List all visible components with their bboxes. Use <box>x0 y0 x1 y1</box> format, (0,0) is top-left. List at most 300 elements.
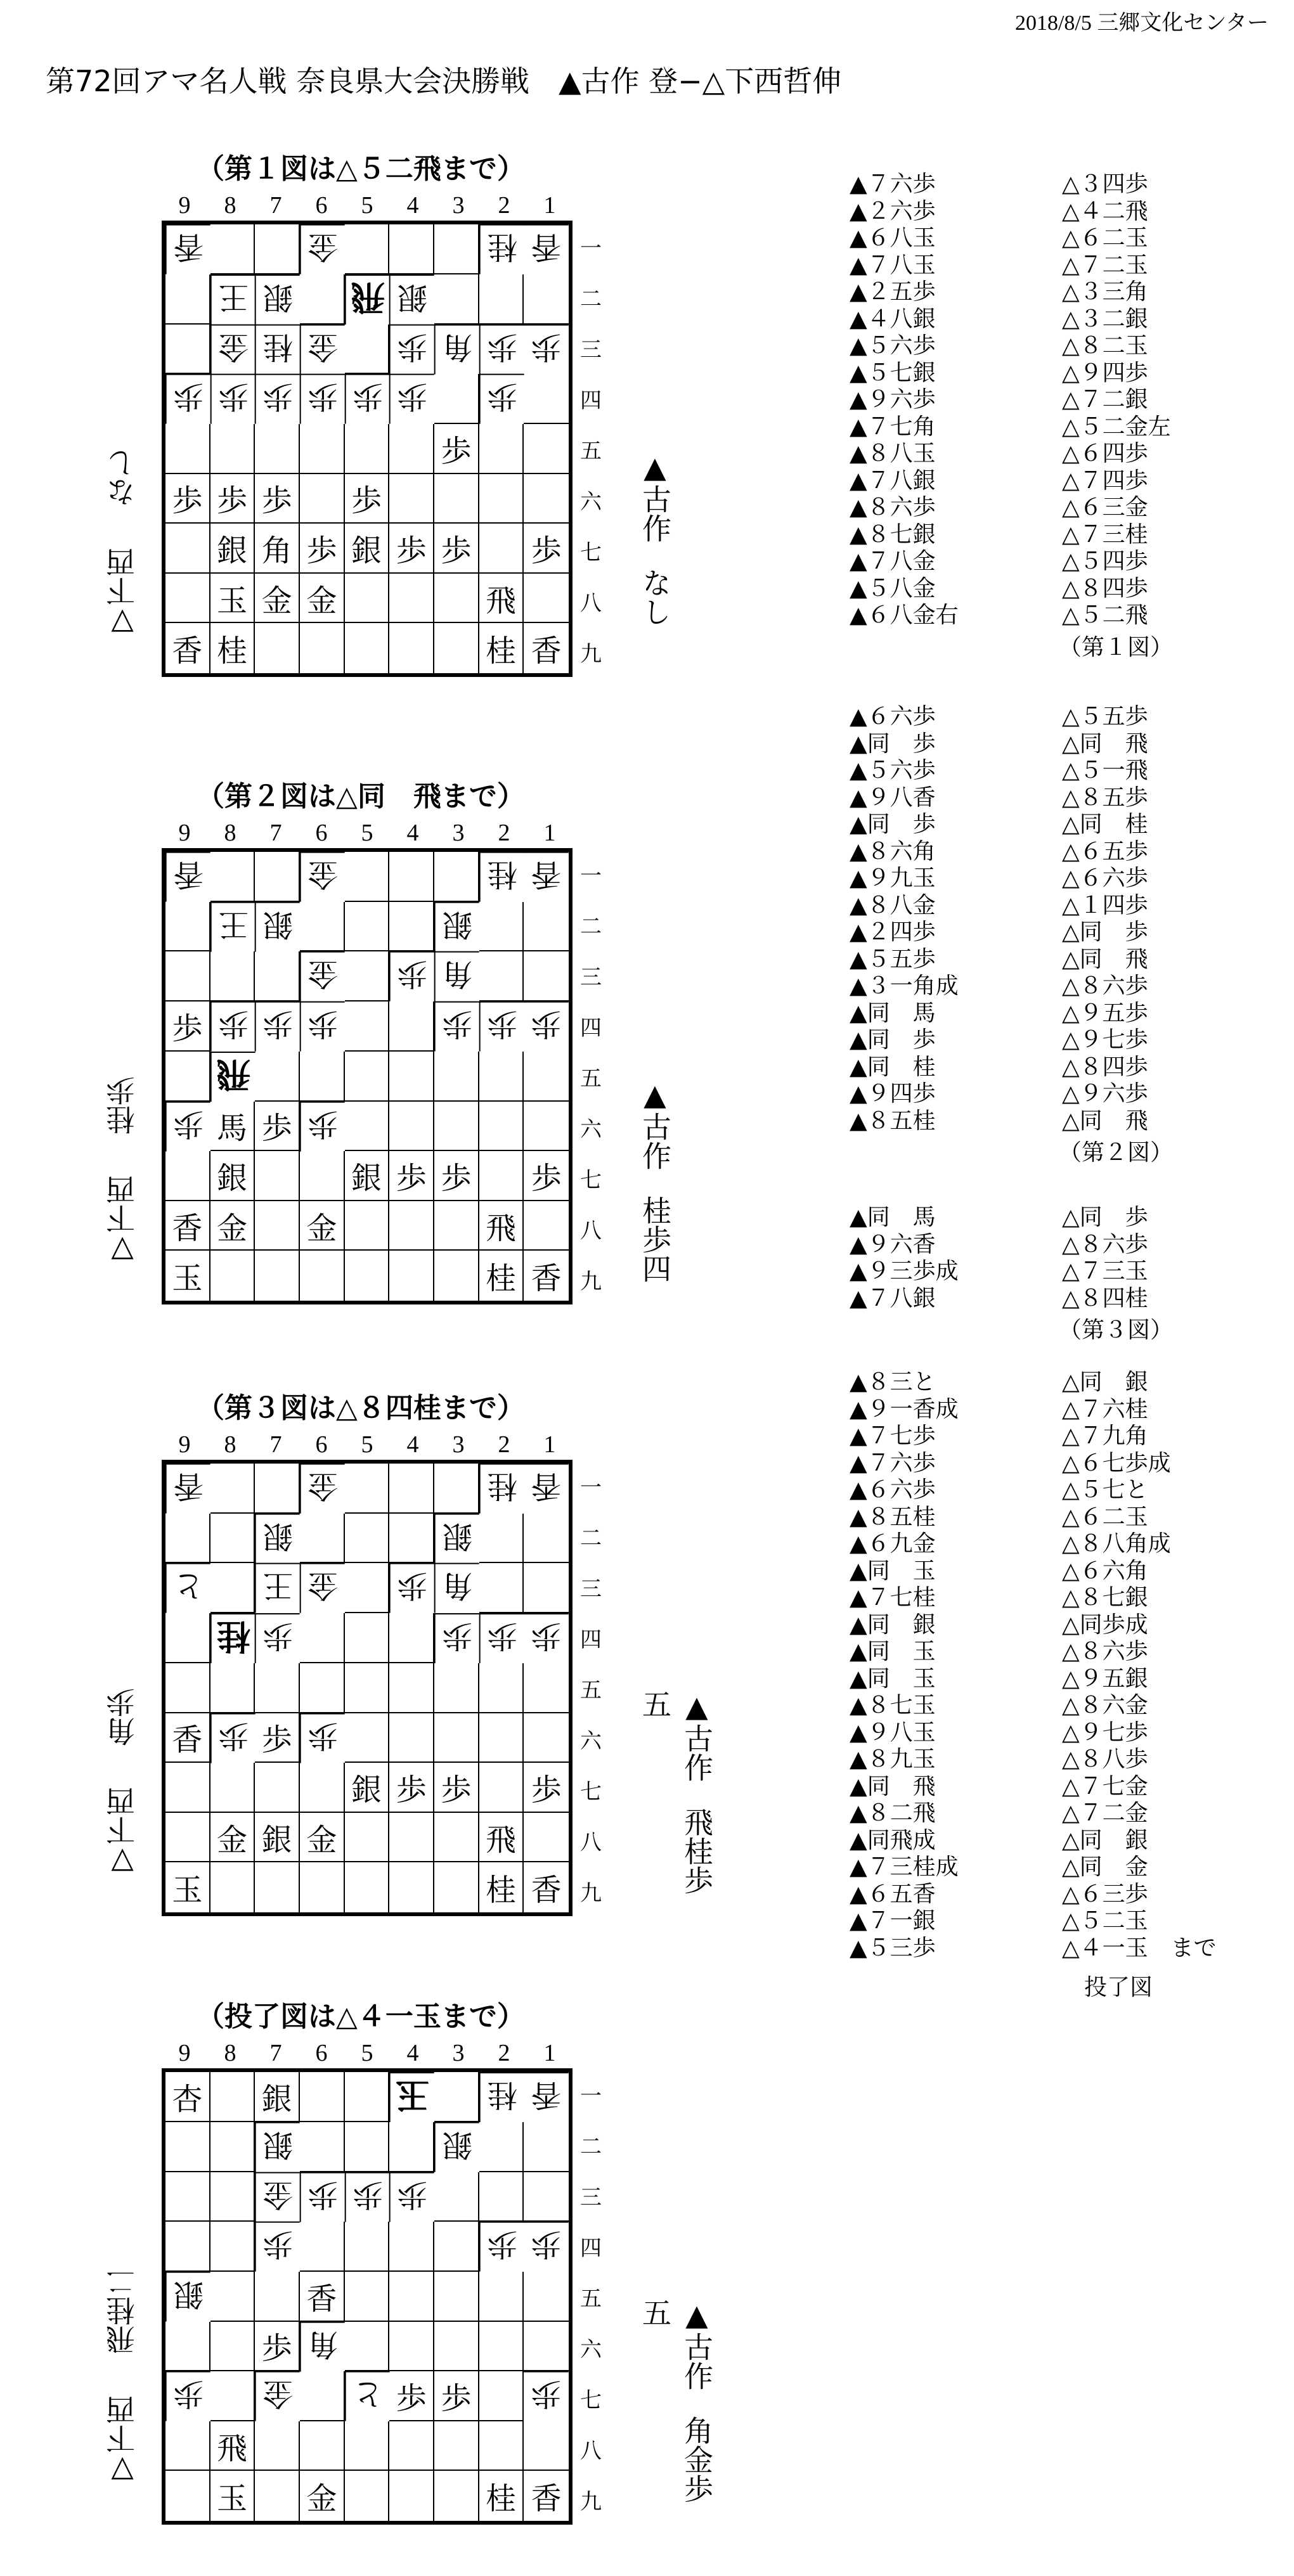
move-row <box>850 1827 1265 1855</box>
white-move: △６二玉 <box>1062 225 1148 251</box>
shogi-piece: 歩 <box>434 1763 479 1813</box>
rank-label: 六 <box>580 1116 602 1142</box>
black-move: ▲８六歩 <box>850 494 936 520</box>
shogi-piece: 銀 <box>389 274 434 325</box>
white-move: △同 歩 <box>1062 1204 1148 1230</box>
shogi-piece: 桂 <box>479 852 524 902</box>
file-label: 4 <box>406 2040 419 2066</box>
file-labels <box>162 191 573 219</box>
shogi-piece: 玉 <box>165 1251 210 1301</box>
file-label: 4 <box>406 820 419 846</box>
rank-label: 四 <box>580 387 602 413</box>
black-move: ▲８九玉 <box>850 1746 936 1772</box>
empty-square <box>165 274 210 325</box>
file-label: 8 <box>224 820 236 846</box>
empty-square <box>255 1862 300 1912</box>
gote-name: ▽下西 <box>105 1175 139 1268</box>
shogi-piece: 桂 <box>255 325 300 375</box>
rank-label: 三 <box>580 1576 602 1602</box>
shogi-piece: 飛 <box>479 1813 524 1863</box>
white-move: △９七歩 <box>1062 1027 1148 1053</box>
move-row <box>850 704 1265 731</box>
shogi-piece: 飛 <box>210 1052 256 1102</box>
shogi-piece: 歩 <box>389 951 434 1001</box>
shogi-piece: 香 <box>524 1464 569 1514</box>
empty-square <box>434 1102 479 1152</box>
sente-player-info <box>634 450 676 626</box>
file-label: 3 <box>452 820 465 846</box>
rank-label: 六 <box>580 2336 602 2362</box>
move-row <box>850 1232 1265 1259</box>
rank-label: 五 <box>580 1677 602 1703</box>
file-label: 1 <box>543 2040 556 2066</box>
shogi-piece: 銀 <box>434 1514 479 1564</box>
black-move: ▲５三歩 <box>850 1935 936 1961</box>
shogi-piece: 杏 <box>165 2072 210 2122</box>
move-row <box>850 1108 1265 1135</box>
shogi-diagram <box>0 773 729 1306</box>
empty-square <box>389 1001 434 1052</box>
shogi-diagram <box>0 1385 729 1917</box>
shogi-piece: 歩 <box>165 1102 210 1152</box>
empty-square <box>389 2272 434 2322</box>
sente-hand: 飛桂歩五 <box>638 1689 714 1895</box>
empty-square <box>210 1563 256 1613</box>
empty-square <box>300 1763 345 1813</box>
shogi-piece: 角 <box>255 524 300 574</box>
empty-square <box>165 325 210 375</box>
shogi-piece: 金 <box>255 2371 300 2421</box>
empty-square <box>210 1251 256 1301</box>
black-move: ▲９三歩成 <box>850 1258 959 1284</box>
shogi-piece: と <box>165 1563 210 1613</box>
empty-square <box>479 2371 524 2421</box>
white-move: △６七歩成 <box>1062 1450 1171 1476</box>
file-label: 1 <box>543 1431 556 1458</box>
move-row <box>850 225 1265 252</box>
white-move: △８八歩 <box>1062 1746 1148 1772</box>
gote-player-info <box>101 1474 139 1879</box>
sente-name: ▲古作 <box>638 1078 672 1170</box>
move-row <box>850 757 1265 785</box>
empty-square <box>434 224 479 274</box>
empty-square <box>255 951 300 1001</box>
file-label: 7 <box>269 2040 282 2066</box>
empty-square <box>479 1151 524 1201</box>
white-move: △１四歩 <box>1062 892 1148 918</box>
empty-square <box>300 2072 345 2122</box>
rank-labels <box>580 1460 602 1916</box>
white-move: △６六角 <box>1062 1557 1148 1584</box>
empty-square <box>524 374 569 424</box>
empty-square <box>345 574 390 624</box>
empty-square <box>479 2421 524 2471</box>
black-move: ▲５八金 <box>850 575 936 602</box>
diagram-caption: （第１図は△５二飛まで） <box>197 153 525 185</box>
shogi-piece: 歩 <box>434 1151 479 1201</box>
shogi-piece: 歩 <box>479 374 524 424</box>
empty-square <box>434 1713 479 1763</box>
shogi-piece: 香 <box>165 623 210 673</box>
black-move: ▲同飛成 <box>850 1827 936 1853</box>
shogi-board <box>162 848 573 1304</box>
shogi-piece: 金 <box>300 1464 345 1514</box>
rank-label: 五 <box>580 2286 602 2312</box>
shogi-piece: 飛 <box>479 574 524 624</box>
empty-square <box>389 1464 434 1514</box>
diagram-reference: （第３図） <box>1059 1317 1174 1343</box>
shogi-piece: 銀 <box>165 2272 210 2322</box>
file-label: 9 <box>178 2040 191 2066</box>
white-move: △６二玉 <box>1062 1504 1148 1530</box>
move-row <box>850 360 1265 387</box>
shogi-diagram <box>0 146 729 678</box>
empty-square <box>210 951 256 1001</box>
black-move: ▲５六歩 <box>850 757 936 783</box>
move-row <box>850 1369 1265 1396</box>
empty-square <box>434 574 479 624</box>
black-move: ▲同 飛 <box>850 1773 936 1800</box>
rank-label: 一 <box>580 235 602 261</box>
black-move: ▲同 馬 <box>850 1204 936 1230</box>
empty-square <box>345 2421 390 2471</box>
move-row <box>850 865 1265 892</box>
shogi-piece: 歩 <box>300 1713 345 1763</box>
shogi-piece: 銀 <box>345 1763 390 1813</box>
diagram-caption: （第３図は△８四桂まで） <box>197 1392 525 1424</box>
empty-square <box>524 1102 569 1152</box>
black-move: ▲同 玉 <box>850 1557 936 1584</box>
empty-square <box>210 1464 256 1514</box>
move-row <box>850 576 1265 603</box>
shogi-piece: 金 <box>210 325 256 375</box>
empty-square <box>255 1201 300 1251</box>
move-row <box>850 1258 1265 1285</box>
empty-square <box>345 2322 390 2372</box>
file-label: 6 <box>315 192 328 219</box>
move-row <box>850 1204 1265 1232</box>
shogi-piece: 歩 <box>255 2222 300 2272</box>
empty-square <box>345 2272 390 2322</box>
move-row <box>850 1054 1265 1081</box>
shogi-piece: 歩 <box>300 374 345 424</box>
file-label: 5 <box>361 1431 373 1458</box>
empty-square <box>389 424 434 474</box>
empty-square <box>434 2222 479 2272</box>
white-move: △７二金 <box>1062 1800 1148 1826</box>
shogi-piece: 桂 <box>479 2072 524 2122</box>
empty-square <box>389 1663 434 1713</box>
white-move: △８八角成 <box>1062 1531 1171 1557</box>
empty-square <box>165 1613 210 1663</box>
black-move: ▲８七玉 <box>850 1692 936 1718</box>
shogi-diagram <box>0 1993 729 2526</box>
gote-name: ▽下西 <box>105 1787 139 1879</box>
empty-square <box>210 224 256 274</box>
rank-label: 九 <box>580 2489 602 2515</box>
empty-square <box>479 424 524 474</box>
black-move: ▲７六歩 <box>850 1450 936 1476</box>
empty-square <box>210 852 256 902</box>
shogi-piece: 金 <box>300 951 345 1001</box>
shogi-piece: 歩 <box>389 1763 434 1813</box>
move-row <box>850 1423 1265 1450</box>
white-move: △６四歩 <box>1062 441 1148 467</box>
shogi-piece: 金 <box>300 1813 345 1863</box>
empty-square <box>434 274 479 325</box>
file-label: 6 <box>315 1431 328 1458</box>
file-label: 1 <box>543 820 556 846</box>
black-move: ▲７八金 <box>850 548 936 574</box>
empty-square <box>389 1514 434 1564</box>
rank-labels <box>580 848 602 1304</box>
file-label: 2 <box>498 2040 510 2066</box>
empty-square <box>389 2421 434 2471</box>
shogi-piece: 香 <box>531 633 562 669</box>
empty-square <box>479 1713 524 1763</box>
black-move: ▲９八香 <box>850 784 936 811</box>
black-move: ▲７三桂成 <box>850 1854 959 1880</box>
empty-square <box>165 1514 210 1564</box>
file-label: 4 <box>406 192 419 219</box>
empty-square <box>479 1563 524 1613</box>
black-move: ▲同 歩 <box>850 730 936 757</box>
shogi-piece: 歩 <box>434 424 479 474</box>
shogi-piece: 歩 <box>389 2172 434 2222</box>
empty-square <box>345 1613 390 1663</box>
white-move: △９四歩 <box>1062 359 1148 386</box>
shogi-piece: 香 <box>300 2272 345 2322</box>
white-move: △同 飛 <box>1062 1107 1148 1134</box>
empty-square <box>389 902 434 952</box>
shogi-piece: 銀 <box>210 1151 256 1201</box>
shogi-piece: 金 <box>300 2471 345 2521</box>
empty-square <box>524 2322 569 2372</box>
black-move: ▲４八銀 <box>850 306 936 332</box>
black-move: ▲９一香成 <box>850 1396 959 1422</box>
black-move: ▲８五桂 <box>850 1107 936 1134</box>
white-move: △同 金 <box>1062 1854 1148 1880</box>
shogi-piece: 銀 <box>255 902 300 952</box>
move-list-block <box>850 1204 1265 1344</box>
move-row <box>850 1477 1265 1504</box>
shogi-piece: 歩 <box>389 374 434 424</box>
empty-square <box>524 1663 569 1713</box>
file-label: 8 <box>224 1431 236 1458</box>
rank-label: 二 <box>580 913 602 939</box>
shogi-piece: 飛 <box>345 274 390 325</box>
empty-square <box>524 474 569 524</box>
empty-square <box>165 1151 210 1201</box>
shogi-piece: 歩 <box>255 1713 300 1763</box>
black-move: ▲同 玉 <box>850 1665 936 1692</box>
empty-square <box>300 474 345 524</box>
empty-square <box>345 1052 390 1102</box>
file-labels <box>162 2039 573 2067</box>
shogi-piece: 歩 <box>524 1151 569 1201</box>
empty-square <box>434 623 479 673</box>
gote-hand: 角歩 <box>105 1688 139 1746</box>
empty-square <box>255 2471 300 2521</box>
shogi-piece: 桂 <box>479 2471 524 2521</box>
empty-square <box>300 902 345 952</box>
gote-hand: 桂歩 <box>105 1076 139 1135</box>
black-move: ▲８六角 <box>850 838 936 865</box>
empty-square <box>524 1563 569 1613</box>
empty-square <box>524 951 569 1001</box>
white-move: △７二玉 <box>1062 252 1148 278</box>
black-move: ▲８七銀 <box>850 521 936 548</box>
empty-square <box>389 1813 434 1863</box>
shogi-piece: 歩 <box>389 1563 434 1613</box>
empty-square <box>300 1251 345 1301</box>
rank-label: 五 <box>580 438 602 464</box>
shogi-piece: 香 <box>524 2072 569 2122</box>
black-move: ▲７一銀 <box>850 1908 936 1934</box>
black-move: ▲６九金 <box>850 1531 936 1557</box>
shogi-piece: 歩 <box>345 374 390 424</box>
move-row <box>850 1000 1265 1027</box>
shogi-piece: 銀 <box>345 1151 390 1201</box>
rank-label: 六 <box>580 1728 602 1754</box>
empty-square <box>434 852 479 902</box>
empty-square <box>300 424 345 474</box>
rank-label: 三 <box>580 2184 602 2210</box>
empty-square <box>345 1464 390 1514</box>
rank-label: 三 <box>580 337 602 363</box>
move-list-block <box>850 1369 1265 2002</box>
empty-square <box>300 2371 345 2421</box>
empty-square <box>345 224 390 274</box>
black-move: ▲８五桂 <box>850 1504 936 1530</box>
empty-square <box>434 374 479 424</box>
white-move: △７六桂 <box>1062 1396 1148 1422</box>
empty-square <box>434 2471 479 2521</box>
diagram-reference: （第２図） <box>1059 1140 1174 1166</box>
empty-square <box>389 2222 434 2272</box>
white-move: △６五歩 <box>1062 838 1148 865</box>
move-row <box>850 1908 1265 1935</box>
white-move: △６三金 <box>1062 494 1148 520</box>
rank-label: 一 <box>580 1474 602 1500</box>
rank-label: 四 <box>580 1015 602 1041</box>
move-row <box>850 198 1265 226</box>
move-row <box>850 973 1265 1000</box>
move-row <box>850 602 1265 629</box>
empty-square <box>524 424 569 474</box>
file-label: 1 <box>543 192 556 219</box>
shogi-piece: 桂 <box>479 623 524 673</box>
empty-square <box>524 2272 569 2322</box>
move-row <box>850 1720 1265 1747</box>
shogi-piece: 歩 <box>524 524 569 574</box>
shogi-piece: 香 <box>165 852 210 902</box>
shogi-piece: 香 <box>165 1201 210 1251</box>
shogi-piece: 歩 <box>300 1001 345 1052</box>
rank-label: 五 <box>580 1066 602 1092</box>
empty-square <box>524 274 569 325</box>
shogi-piece: 玉 <box>210 574 256 624</box>
shogi-piece: 歩 <box>210 374 256 424</box>
empty-square <box>345 2222 390 2272</box>
move-row <box>850 1639 1265 1666</box>
move-row <box>850 1881 1265 1909</box>
white-move: △９六歩 <box>1062 1081 1148 1107</box>
empty-square <box>255 1663 300 1713</box>
empty-square <box>300 1663 345 1713</box>
move-row <box>850 1504 1265 1531</box>
shogi-piece: 金 <box>300 1201 345 1251</box>
move-row <box>850 1746 1265 1774</box>
shogi-piece: 桂 <box>479 1464 524 1514</box>
empty-square <box>210 2072 256 2122</box>
shogi-piece: 玉 <box>165 1862 210 1912</box>
page-title: 第72回アマ名人戦 奈良県大会決勝戦 ▲古作 登−△下西哲伸 <box>46 64 842 98</box>
empty-square <box>255 852 300 902</box>
empty-square <box>255 1464 300 1514</box>
diagram-caption: （第２図は△同 飛まで） <box>197 780 525 813</box>
white-move: △４一玉 まで <box>1062 1935 1217 1961</box>
shogi-piece: 飛 <box>210 2421 256 2471</box>
diagram-reference: 投了図 <box>1084 1974 1153 2000</box>
empty-square <box>524 1713 569 1763</box>
white-move: △７九角 <box>1062 1423 1148 1449</box>
gote-player-info <box>101 235 139 640</box>
shogi-piece: 歩 <box>434 1001 479 1052</box>
shogi-piece: 歩 <box>434 2371 479 2421</box>
white-move: △５二玉 <box>1062 1908 1148 1934</box>
black-move: ▲同 銀 <box>850 1611 936 1638</box>
shogi-piece: 銀 <box>345 524 390 574</box>
empty-square <box>165 2222 210 2272</box>
white-move: △３三角 <box>1062 279 1148 305</box>
rank-label: 八 <box>580 2438 602 2464</box>
move-row <box>850 1774 1265 1801</box>
empty-square <box>345 1102 390 1152</box>
move-row <box>850 946 1265 974</box>
rank-label: 二 <box>580 2134 602 2160</box>
rank-label: 七 <box>580 1167 602 1193</box>
empty-square <box>434 474 479 524</box>
file-label: 8 <box>224 2040 236 2066</box>
empty-square <box>524 1052 569 1102</box>
black-move: ▲７六歩 <box>850 171 936 197</box>
shogi-piece: 歩 <box>165 374 210 424</box>
empty-square <box>479 1514 524 1564</box>
white-move: △同 銀 <box>1062 1369 1148 1395</box>
black-move: ▲６五香 <box>850 1881 936 1907</box>
empty-square <box>210 424 256 474</box>
empty-square <box>389 1102 434 1152</box>
empty-square <box>255 1251 300 1301</box>
file-label: 3 <box>452 192 465 219</box>
rank-label: 一 <box>580 2083 602 2109</box>
white-move: △８六歩 <box>1062 973 1148 999</box>
white-move: △同歩成 <box>1062 1611 1148 1638</box>
empty-square <box>345 951 390 1001</box>
file-labels <box>162 1431 573 1459</box>
empty-square <box>479 2172 524 2222</box>
shogi-piece: 歩 <box>524 2222 569 2272</box>
shogi-piece: 金 <box>300 224 345 274</box>
move-row <box>850 1666 1265 1693</box>
rank-label: 七 <box>580 1779 602 1805</box>
move-list-block <box>850 171 1265 662</box>
empty-square <box>389 474 434 524</box>
shogi-piece: 香 <box>165 1464 210 1514</box>
empty-square <box>300 1862 345 1912</box>
black-move: ▲９八玉 <box>850 1719 936 1746</box>
